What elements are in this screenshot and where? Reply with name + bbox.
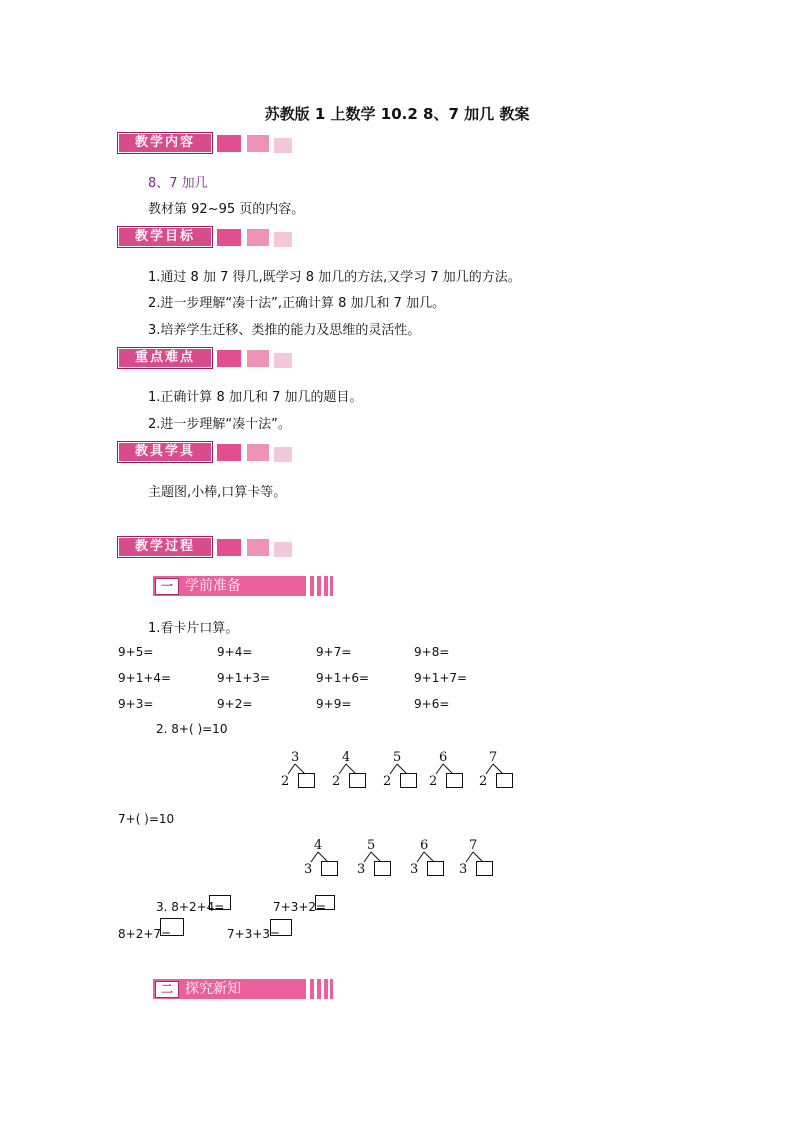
- decor-square: [274, 138, 292, 153]
- key-item: 1.正确计算 8 加几和 7 加几的题目。: [148, 390, 363, 405]
- phase-stripe: [330, 979, 333, 999]
- oral-item: 9+2=: [217, 697, 253, 711]
- content-pages: 教材第 92~95 页的内容。: [148, 202, 305, 217]
- answer-box: [400, 773, 417, 788]
- number-bond: [383, 750, 423, 795]
- task-1-label: 1.看卡片口算。: [148, 621, 239, 636]
- phase-stripe: [324, 979, 328, 999]
- phase-label: 学前准备: [185, 578, 241, 594]
- oral-item: 9+3=: [118, 697, 154, 711]
- bond-total: 6: [420, 838, 429, 853]
- number-bond: [357, 838, 397, 883]
- oral-item: 9+1+4=: [118, 671, 172, 685]
- decor-square: [217, 444, 241, 461]
- goal-item: 3.培养学生迁移、类推的能力及思维的灵活性。: [148, 323, 421, 338]
- answer-box: [298, 773, 315, 788]
- oral-item: 9+7=: [316, 645, 352, 659]
- answer-box: [496, 773, 513, 788]
- answer-box: [476, 861, 493, 876]
- oral-item: 9+4=: [217, 645, 253, 659]
- phase-number: 一: [155, 578, 179, 595]
- number-bond: [410, 838, 450, 883]
- bond-part: 3: [304, 862, 313, 877]
- answer-box: [315, 895, 335, 910]
- number-bond: [304, 838, 344, 883]
- section-label: 教学内容: [117, 132, 213, 154]
- answer-box: [349, 773, 366, 788]
- oral-item: 9+6=: [414, 697, 450, 711]
- bond-total: 5: [393, 750, 402, 765]
- task-3-eq-a: 3. 8+2+4=: [156, 900, 225, 914]
- task-3-eq-d: 7+3+3=: [227, 927, 281, 941]
- phase-stripe: [324, 576, 328, 596]
- decor-square: [247, 229, 269, 246]
- oral-item: 9+1+6=: [316, 671, 370, 685]
- bond-part: 2: [281, 774, 290, 789]
- oral-item: 9+8=: [414, 645, 450, 659]
- answer-box: [321, 861, 338, 876]
- phase-stripe: [330, 576, 333, 596]
- section-label: 教具学具: [117, 441, 213, 463]
- oral-item: 9+1+7=: [414, 671, 468, 685]
- oral-item: 9+5=: [118, 645, 154, 659]
- bond-total: 5: [367, 838, 376, 853]
- decor-square: [274, 232, 292, 247]
- section-label: 教学目标: [117, 226, 213, 248]
- oral-item: 9+9=: [316, 697, 352, 711]
- bond-part: 3: [459, 862, 468, 877]
- answer-box: [270, 919, 292, 936]
- number-bond: [429, 750, 469, 795]
- section-label: 重点难点: [117, 347, 213, 369]
- decor-square: [217, 135, 241, 152]
- phase-stripe: [310, 576, 314, 596]
- bond-total: 4: [342, 750, 351, 765]
- bond-part: 2: [332, 774, 341, 789]
- number-bond: [281, 750, 321, 795]
- key-item: 2.进一步理解“凑十法”。: [148, 417, 291, 432]
- oral-item: 9+1+3=: [217, 671, 271, 685]
- task-3-eq-b: 7+3+2=: [273, 900, 327, 914]
- phase-stripe: [317, 979, 321, 999]
- decor-square: [274, 353, 292, 368]
- bond-total: 7: [469, 838, 478, 853]
- decor-square: [247, 135, 269, 152]
- phase-header-2: [153, 979, 333, 999]
- decor-square: [247, 539, 269, 556]
- number-bond: [332, 750, 372, 795]
- answer-box: [446, 773, 463, 788]
- content-topic: 8、7 加几: [148, 176, 208, 191]
- decor-square: [217, 350, 241, 367]
- decor-square: [247, 350, 269, 367]
- bond-part: 3: [410, 862, 419, 877]
- bond-part: 3: [357, 862, 366, 877]
- answer-box: [160, 918, 184, 936]
- number-bond: [479, 750, 519, 795]
- decor-square: [217, 229, 241, 246]
- bond-total: 7: [489, 750, 498, 765]
- decor-square: [274, 542, 292, 557]
- phase-stripe: [310, 979, 314, 999]
- phase-stripe: [317, 576, 321, 596]
- phase-number: 二: [155, 981, 179, 998]
- decor-square: [247, 444, 269, 461]
- bond-part: 2: [479, 774, 488, 789]
- answer-box: [374, 861, 391, 876]
- task-2-eq: 2. 8+( )=10: [156, 722, 228, 736]
- bond-part: 2: [429, 774, 438, 789]
- goal-item: 1.通过 8 加 7 得几,既学习 8 加几的方法,又学习 7 加几的方法。: [148, 270, 521, 285]
- decor-square: [274, 447, 292, 462]
- answer-box: [209, 895, 231, 910]
- bond-total: 3: [291, 750, 300, 765]
- bond-part: 2: [383, 774, 392, 789]
- task-2b-eq: 7+( )=10: [118, 812, 175, 826]
- answer-box: [427, 861, 444, 876]
- section-label: 教学过程: [117, 536, 213, 558]
- document-title: 苏教版 1 上数学 10.2 8、7 加几 教案: [264, 105, 530, 123]
- bond-total: 4: [314, 838, 323, 853]
- number-bond: [459, 838, 499, 883]
- decor-square: [217, 539, 241, 556]
- task-3-eq-c: 8+2+7=: [118, 927, 172, 941]
- tools-text: 主题图,小棒,口算卡等。: [148, 485, 287, 500]
- phase-header-1: [153, 576, 333, 596]
- phase-label: 探究新知: [185, 981, 241, 997]
- goal-item: 2.进一步理解“凑十法”,正确计算 8 加几和 7 加几。: [148, 296, 446, 311]
- bond-total: 6: [439, 750, 448, 765]
